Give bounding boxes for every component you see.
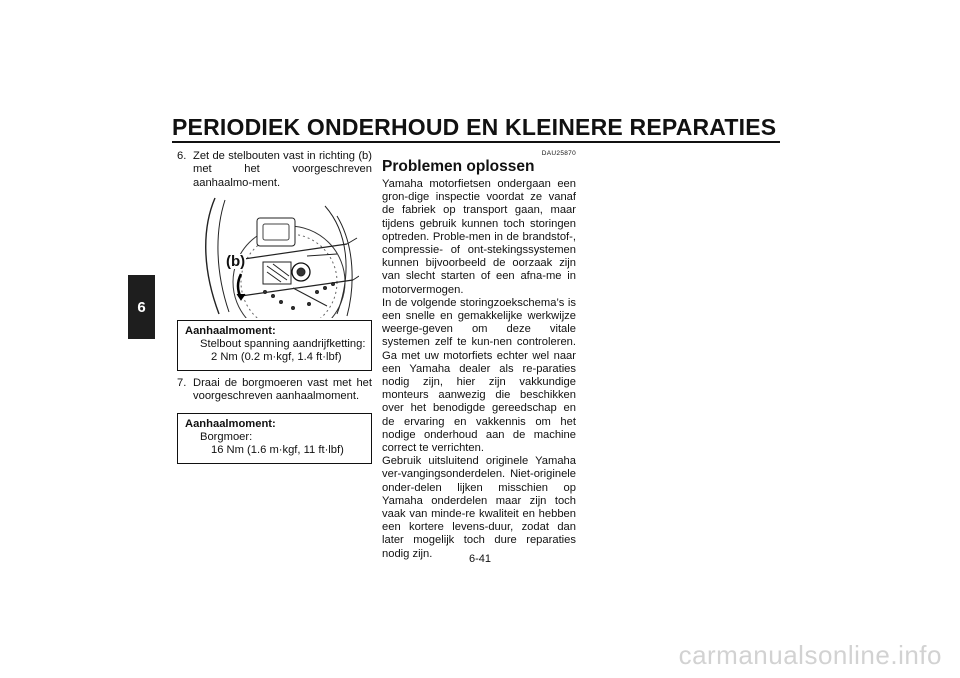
step-text: Draai de borgmoeren vast met het voorgeschreven aanhaalmoment.	[193, 376, 372, 403]
spec-item: Stelbout spanning aandrijfketting:	[200, 337, 366, 350]
step-number: 7.	[177, 376, 187, 389]
page-number: 6-41	[468, 553, 492, 565]
paragraph-2: In de volgende storingzoekschema’s is een snelle en gemakkelijke werkwijze weerge-geven om deze vitale systemen zelf te kun-nen controleren. Ga met uw motorfiets echter wel naar een Yamaha dealer als re-paraties nodig zijn, hier zijn vakkundige monteurs aanwezig die beschikken over het benodigde gereedschap en de ervaring en vakkennis om het nodige onderhoud aan de machine correct te verrichten.	[382, 296, 576, 455]
direction-label: (b)	[226, 252, 246, 270]
header-rule	[172, 141, 780, 143]
watermark: carmanualsonline.info	[678, 640, 942, 670]
torque-spec-box-1	[177, 320, 372, 371]
page-header-title: PERIODIEK ONDERHOUD EN KLEINERE REPARATIES	[172, 114, 777, 140]
left-column	[177, 150, 372, 470]
paragraph-3: Gebruik uitsluitend originele Yamaha ver-vangingsonderdelen. Niet-originele onder-delen lijken misschien op Yamaha onderdelen maar zijn toch vaak van minde-re kwaliteit en hebben een kortere levens-duur, zodat dan later mogelijk toch dure reparaties nodig zijn.	[382, 455, 576, 560]
paragraph-1: Yamaha motorfietsen ondergaan een gron-dige inspectie voordat ze vanaf de fabriek op transport gaan, maar tijdens gebruik kunnen toch storingen optreden. Proble-men in de brandstof-, compressie- of ont-stekingssystemen kunnen bijvoorbeeld de oorzaak zijn van slecht starten of een afna-me in motorvermogen.	[382, 178, 576, 296]
right-column	[382, 150, 576, 561]
step-number: 6.	[177, 150, 187, 162]
illustration-drawing	[197, 196, 359, 318]
chapter-tab: 6	[128, 275, 155, 339]
spec-title: Aanhaalmoment:	[185, 324, 276, 337]
spec-value: 16 Nm (1.6 m·kgf, 11 ft·lbf)	[211, 444, 344, 457]
spec-item: Borgmoer:	[200, 431, 253, 444]
chain-adjuster-illustration	[197, 196, 359, 318]
torque-spec-box-2	[177, 413, 372, 464]
document-code: DAU25870	[541, 150, 576, 157]
step-text: Zet de stelbouten vast in richting (b) met het voorgeschreven aanhaalmo-ment.	[193, 150, 372, 189]
spec-value: 2 Nm (0.2 m·kgf, 1.4 ft·lbf)	[211, 350, 342, 363]
step-6	[177, 150, 372, 190]
step-7	[177, 377, 372, 404]
spec-title: Aanhaalmoment:	[185, 418, 276, 431]
section-heading: Problemen oplossen	[382, 158, 535, 175]
